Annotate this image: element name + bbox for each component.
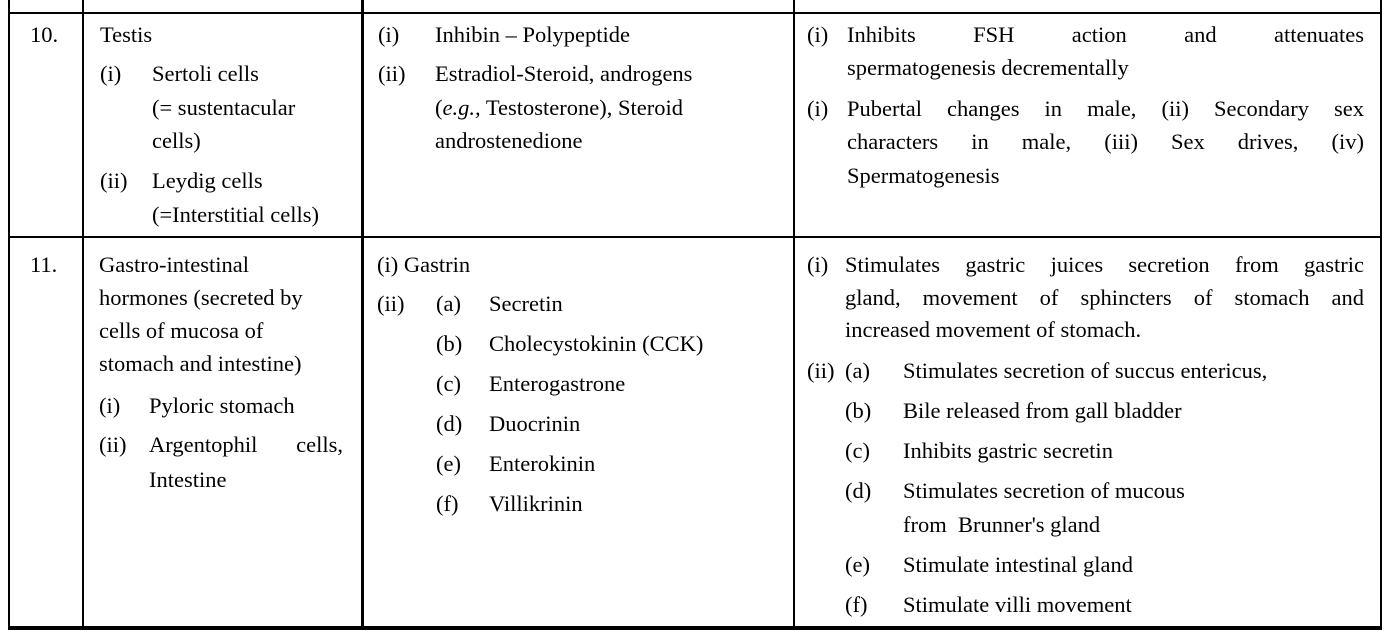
- list-item: increased movement of stomach.: [845, 317, 1142, 342]
- word: male,: [1021, 129, 1072, 154]
- list-marker: (ii): [100, 168, 128, 193]
- gland-name: cells of mucosa of: [99, 318, 264, 343]
- list-item: Pubertal changes in male, (ii) Secondary sex: [847, 96, 1364, 121]
- list-marker: (i): [99, 393, 121, 418]
- gland-name: stomach and intestine): [99, 351, 302, 376]
- list-marker: (ii): [377, 291, 405, 316]
- list-item: (=Interstitial cells): [152, 202, 320, 227]
- list-item: Sertoli cells: [152, 61, 259, 86]
- word: (iv): [1331, 129, 1364, 154]
- list-item: Stimulate villi movement: [903, 592, 1132, 617]
- list-item: Pyloric stomach: [149, 393, 295, 418]
- gland-name: hormones (secreted by: [99, 285, 303, 310]
- list-item: Villikrinin: [489, 491, 583, 516]
- list-marker: (a): [436, 291, 461, 316]
- list-item: Enterokinin: [489, 451, 596, 476]
- table-border-left: [8, 0, 10, 629]
- list-marker: (ii): [378, 61, 406, 86]
- row-divider-top: [8, 12, 1382, 14]
- list-marker: (e): [845, 552, 870, 577]
- list-item: Leydig cells: [152, 168, 263, 193]
- word: Argentophil: [149, 432, 258, 457]
- row-divider-middle: [8, 236, 1382, 238]
- word: FSH: [973, 22, 1015, 47]
- list-marker: (ii): [99, 432, 127, 457]
- word: action: [1071, 22, 1127, 47]
- list-marker: (c): [845, 438, 870, 463]
- list-item: cells): [152, 128, 201, 153]
- word: Inhibits: [847, 22, 916, 47]
- word: attenuates: [1274, 22, 1364, 47]
- list-marker: (i): [378, 22, 400, 47]
- word: Sex: [1171, 129, 1205, 154]
- list-marker: (i): [807, 96, 829, 121]
- list-item: Bile released from gall bladder: [903, 398, 1182, 423]
- list-item: Duocrinin: [489, 411, 581, 436]
- list-item: (e.g., Testosterone), Steroid: [435, 95, 683, 120]
- gland-name: Gastro-intestinal: [99, 252, 249, 277]
- list-marker: (d): [845, 478, 872, 503]
- list-item: Stimulates gastric juices secretion from gastric: [845, 252, 1364, 277]
- list-item: from Brunner's gland: [903, 512, 1101, 537]
- gland-name: Testis: [100, 22, 153, 47]
- word: (iii): [1104, 129, 1138, 154]
- list-marker: (i): [100, 61, 122, 86]
- list-marker: (i): [807, 252, 829, 277]
- list-item: Stimulates secretion of mucous: [903, 478, 1185, 503]
- list-marker: (e): [436, 451, 461, 476]
- table-border-bottom: [8, 626, 1382, 630]
- list-marker: (a): [845, 358, 870, 383]
- list-marker: (b): [845, 398, 872, 423]
- list-item-text: Testosterone), Steroid: [485, 95, 683, 120]
- list-marker: (f): [436, 491, 459, 516]
- word: and: [1184, 22, 1217, 47]
- list-item: Inhibits gastric secretin: [903, 438, 1113, 463]
- list-marker: (ii): [807, 358, 835, 383]
- list-item: Stimulates secretion of succus entericus,: [903, 358, 1268, 383]
- list-item: Cholecystokinin (CCK): [489, 331, 704, 356]
- list-item: Stimulate intestinal gland: [903, 552, 1133, 577]
- justified-line: [149, 434, 343, 457]
- list-item: Secretin: [489, 291, 563, 316]
- word: in: [971, 129, 989, 154]
- list-item: spermatogenesis decrementally: [847, 55, 1129, 80]
- italic-eg: e.g.,: [442, 95, 481, 120]
- list-marker: (c): [436, 371, 461, 396]
- column-divider-2: [361, 0, 364, 629]
- column-divider-1: [82, 0, 84, 629]
- word: characters: [847, 129, 939, 154]
- word: drives,: [1237, 129, 1299, 154]
- list-marker: (b): [436, 331, 463, 356]
- list-item: Enterogastrone: [489, 371, 626, 396]
- list-item: androstenedione: [435, 128, 583, 153]
- list-item: Estradiol-Steroid, androgens: [435, 61, 693, 86]
- word: cells,: [296, 432, 343, 457]
- justified-line: [847, 131, 1364, 154]
- table-border-right: [1380, 0, 1382, 629]
- list-item: Spermatogenesis: [847, 163, 1000, 188]
- list-item: (i) Gastrin: [377, 252, 471, 277]
- list-item: Inhibin – Polypeptide: [435, 22, 630, 47]
- list-marker: (d): [436, 411, 463, 436]
- list-marker: (f): [845, 592, 868, 617]
- list-item: (= sustentacular: [152, 95, 296, 120]
- list-item: gland, movement of sphincters of stomach and: [845, 285, 1364, 310]
- row-number: 11.: [30, 252, 58, 277]
- justified-line: [847, 24, 1364, 47]
- list-item: Intestine: [149, 467, 227, 492]
- row-number: 10.: [30, 22, 59, 47]
- column-divider-3: [793, 0, 795, 629]
- list-marker: (i): [807, 22, 829, 47]
